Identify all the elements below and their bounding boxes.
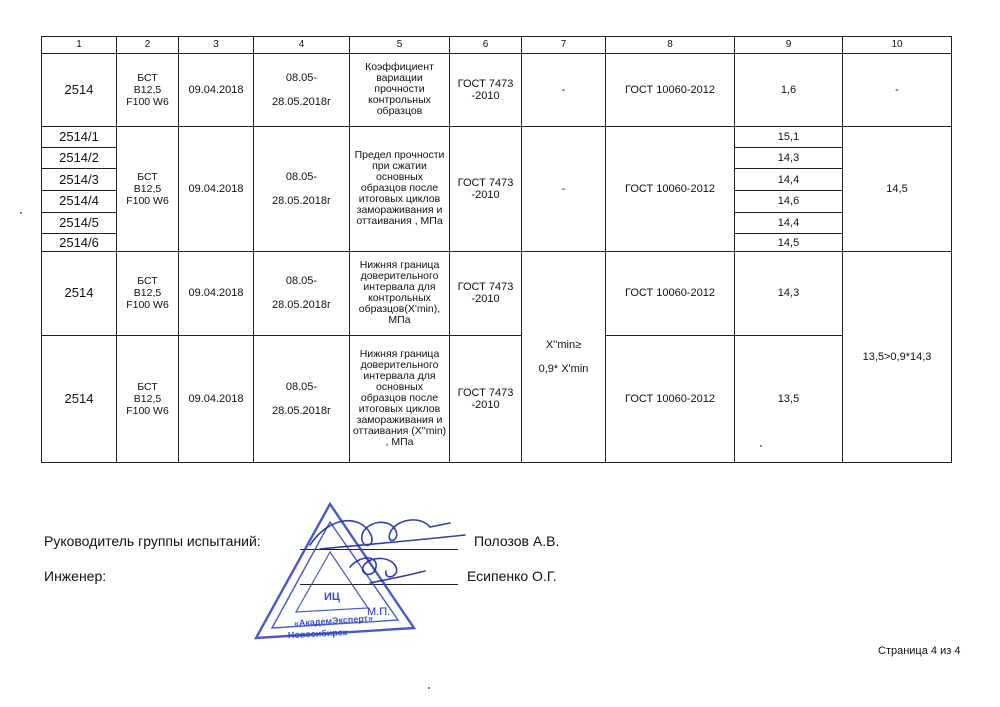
date-made: 09.04.2018 bbox=[179, 251, 254, 335]
date-made: 09.04.2018 bbox=[179, 126, 254, 251]
page-number: Страница 4 из 4 bbox=[878, 645, 961, 657]
concrete-grade: БСТ B12,5 F100 W6 bbox=[117, 126, 179, 251]
method-standard: ГОСТ 7473 -2010 bbox=[450, 335, 522, 462]
scan-speck bbox=[20, 212, 22, 214]
column-number: 3 bbox=[179, 37, 254, 54]
test-period: 08.05- 28.05.2018г bbox=[254, 251, 350, 335]
column-number: 5 bbox=[350, 37, 450, 54]
date-made: 09.04.2018 bbox=[179, 53, 254, 126]
engineer-name: Есипенко О.Г. bbox=[467, 568, 557, 584]
stamp-company-text: «АкадемЭксперт» bbox=[293, 612, 374, 629]
engineer-label: Инженер: bbox=[44, 568, 107, 584]
stamp-center-text: ИЦ bbox=[324, 591, 340, 603]
sample-code: 2514/6 bbox=[42, 234, 117, 252]
column-number: 10 bbox=[843, 37, 952, 54]
measured-value: 14,5 bbox=[735, 234, 843, 252]
concrete-grade: БСТ B12,5 F100 W6 bbox=[117, 251, 179, 335]
sample-code: 2514/4 bbox=[42, 191, 117, 213]
column-number-row bbox=[42, 37, 952, 54]
sample-code: 2514 bbox=[42, 53, 117, 126]
concrete-grade: БСТ B12,5 F100 W6 bbox=[117, 335, 179, 462]
column-number: 2 bbox=[117, 37, 179, 54]
sample-code: 2514/5 bbox=[42, 212, 117, 234]
scan-speck bbox=[760, 445, 762, 447]
test-period: 08.05- 28.05.2018г bbox=[254, 53, 350, 126]
measured-value: 14,4 bbox=[735, 212, 843, 234]
sample-code: 2514/2 bbox=[42, 147, 117, 169]
column-number: 7 bbox=[522, 37, 606, 54]
parameter-name: Коэффициент вариации прочности контрольных образцов bbox=[350, 53, 450, 126]
column-number: 9 bbox=[735, 37, 843, 54]
measured-value: 14,6 bbox=[735, 191, 843, 213]
measured-value: 15,1 bbox=[735, 126, 843, 147]
sample-code: 2514 bbox=[42, 335, 117, 462]
column-number: 4 bbox=[254, 37, 350, 54]
parameter-name: Нижняя граница доверительного интервала для контрольных образцов(X'min), МПа bbox=[350, 251, 450, 335]
measured-value: 14,3 bbox=[735, 147, 843, 169]
table-row bbox=[42, 126, 952, 147]
method-standard: ГОСТ 7473 -2010 bbox=[450, 53, 522, 126]
test-standard: ГОСТ 10060-2012 bbox=[606, 251, 735, 335]
date-made: 09.04.2018 bbox=[179, 335, 254, 462]
concrete-grade: БСТ B12,5 F100 W6 bbox=[117, 53, 179, 126]
table-row bbox=[42, 53, 952, 126]
table-row bbox=[42, 251, 952, 335]
measured-value: 1,6 bbox=[735, 53, 843, 126]
head-label: Руководитель группы испытаний: bbox=[44, 533, 261, 549]
stamp-city-text: Новосибирск bbox=[287, 627, 348, 641]
measured-value: 14,4 bbox=[735, 169, 843, 191]
test-period: 08.05- 28.05.2018г bbox=[254, 335, 350, 462]
sample-code: 2514 bbox=[42, 251, 117, 335]
measured-value: 13,5 bbox=[735, 335, 843, 462]
test-period: 08.05- 28.05.2018г bbox=[254, 126, 350, 251]
method-standard: ГОСТ 7473 -2010 bbox=[450, 126, 522, 251]
requirement: - bbox=[522, 126, 606, 251]
sample-code: 2514/3 bbox=[42, 169, 117, 191]
parameter-name: Предел прочности при сжатии основных образцов после итоговых циклов замораживания и оттаивания , МПа bbox=[350, 126, 450, 251]
result: 14,5 bbox=[843, 126, 952, 251]
test-standard: ГОСТ 10060-2012 bbox=[606, 53, 735, 126]
test-standard: ГОСТ 10060-2012 bbox=[606, 126, 735, 251]
column-number: 8 bbox=[606, 37, 735, 54]
requirement: X''min≥ 0,9* X'min bbox=[522, 251, 606, 462]
conclusion: 13,5>0,9*14,3 bbox=[843, 251, 952, 462]
method-standard: ГОСТ 7473 -2010 bbox=[450, 251, 522, 335]
sample-code: 2514/1 bbox=[42, 126, 117, 147]
scan-speck bbox=[428, 687, 430, 689]
mp-label: М.П. bbox=[367, 606, 391, 618]
measured-value: 14,3 bbox=[735, 251, 843, 335]
result: - bbox=[843, 53, 952, 126]
parameter-name: Нижняя граница доверительного интервала для основных образцов после итоговых циклов замораживания и оттаивания (X''min) , МПа bbox=[350, 335, 450, 462]
requirement: - bbox=[522, 53, 606, 126]
test-standard: ГОСТ 10060-2012 bbox=[606, 335, 735, 462]
signature-scribble-icon bbox=[300, 505, 470, 595]
head-name: Полозов А.В. bbox=[474, 533, 560, 549]
column-number: 6 bbox=[450, 37, 522, 54]
results-table bbox=[41, 36, 952, 463]
column-number: 1 bbox=[42, 37, 117, 54]
table-row bbox=[42, 335, 952, 462]
